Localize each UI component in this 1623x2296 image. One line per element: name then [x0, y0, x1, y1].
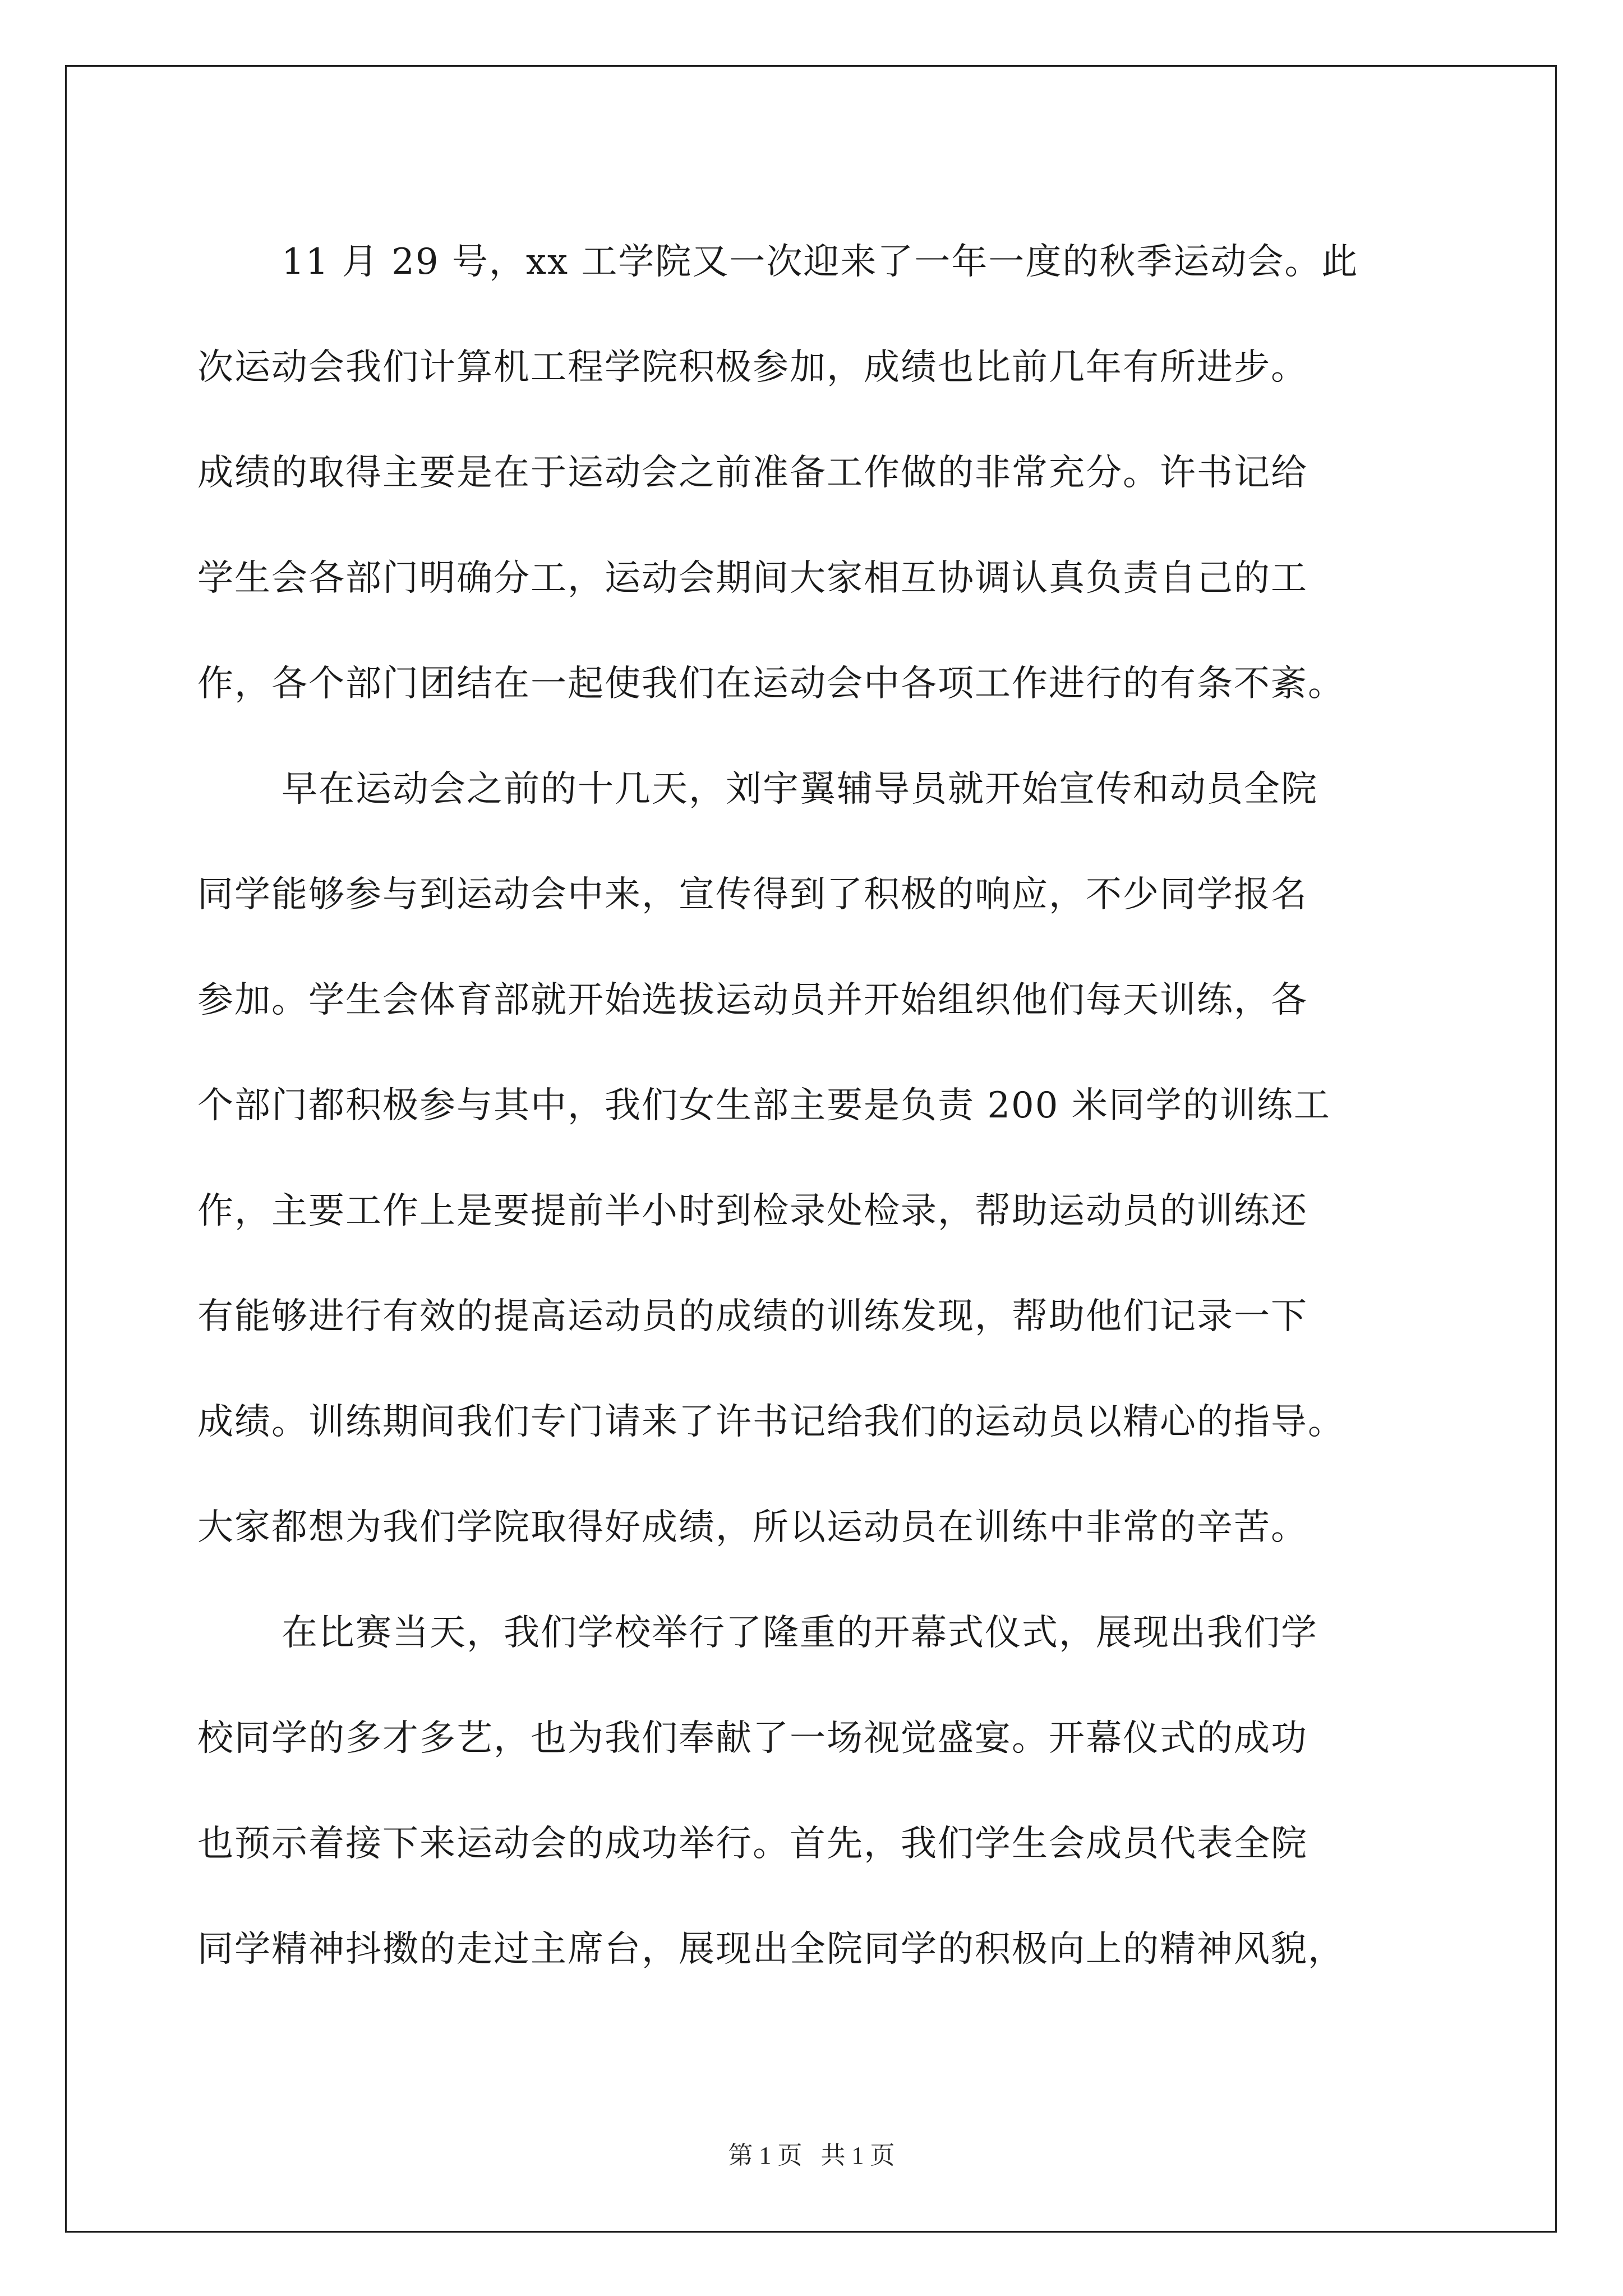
text-line: 大家都想为我们学院取得好成绩，所以运动员在训练中非常的辛苦。	[197, 1507, 1308, 1548]
text-line: 校同学的多才多艺，也为我们奉献了一场视觉盛宴。开幕仪式的成功	[197, 1718, 1308, 1759]
paragraph-2	[197, 737, 1431, 1580]
text-line: 同学能够参与到运动会中来，宣传得到了积极的响应，不少同学报名	[197, 874, 1308, 915]
text-line: 11 月 29 号，xx 工学院又一次迎来了一年一度的秋季运动会。此	[282, 241, 1359, 283]
document-body	[197, 209, 1431, 2002]
page-footer: 第 1 页 共 1 页	[728, 2142, 895, 2169]
text-line: 有能够进行有效的提高运动员的成绩的训练发现，帮助他们记录一下	[197, 1296, 1308, 1337]
text-line: 在比赛当天，我们学校举行了隆重的开幕式仪式，展现出我们学	[282, 1612, 1318, 1654]
text-line: 次运动会我们计算机工程学院积极参加，成绩也比前几年有所进步。	[197, 347, 1308, 388]
text-line: 作，主要工作上是要提前半小时到检录处检录，帮助运动员的训练还	[197, 1190, 1308, 1232]
text-line: 也预示着接下来运动会的成功举行。首先，我们学生会成员代表全院	[197, 1823, 1308, 1865]
text-line: 早在运动会之前的十几天，刘宇翼辅导员就开始宣传和动员全院	[282, 769, 1318, 810]
text-line: 成绩的取得主要是在于运动会之前准备工作做的非常充分。许书记给	[197, 452, 1308, 494]
text-line: 作，各个部门团结在一起使我们在运动会中各项工作进行的有条不紊。	[197, 663, 1345, 705]
text-line: 参加。学生会体育部就开始选拔运动员并开始组织他们每天训练，各	[197, 979, 1308, 1021]
text-line: 学生会各部门明确分工，运动会期间大家相互协调认真负责自己的工	[197, 558, 1308, 599]
text-line: 个部门都积极参与其中，我们女生部主要是负责 200 米同学的训练工	[197, 1085, 1331, 1126]
paragraph-1	[197, 209, 1431, 737]
text-line: 同学精神抖擞的走过主席台，展现出全院同学的积极向上的精神风貌，	[197, 1929, 1345, 1970]
paragraph-3	[197, 1580, 1431, 2002]
text-line: 成绩。训练期间我们专门请来了许书记给我们的运动员以精心的指导。	[197, 1401, 1345, 1443]
